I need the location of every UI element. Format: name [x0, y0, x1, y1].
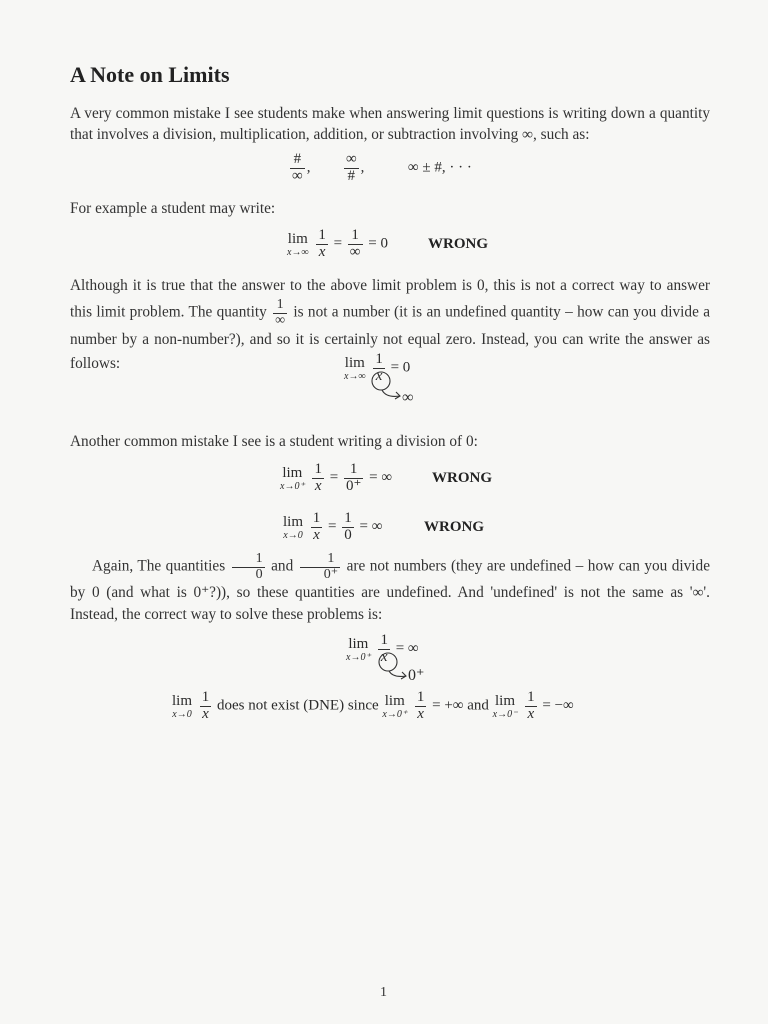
handwritten-circle-arrow-annotation — [362, 368, 442, 408]
wrong-label: WRONG — [424, 519, 484, 535]
handwritten-circle-arrow-annotation — [370, 650, 450, 690]
paragraph-intro: A very common mistake I see students make when answering limit questions is writing down a quantity that involves a division, multiplication, addition, or subtraction involving ∞, such as: — [70, 105, 710, 143]
equation-correct-infinity: lim x→∞ $\frac{1}{x}$ = 0 — [344, 351, 411, 384]
paragraph-example-intro: For example a student may write: — [70, 200, 276, 217]
paragraph-explanation-zero: Again, The quantities $\frac{1}{0}$ and $\frac{1}{0^+}$ are not numbers (they are undefined – how can you divide by 0 (and what is 0⁺?)), so these quantities are undefined. And 'undefined' is not the same as '∞'. Instead, the correct way to solve these problems is: — [70, 551, 710, 624]
page-number: 1 — [380, 985, 387, 1000]
page-title: A Note on Limits — [70, 62, 230, 87]
arrow-label-infinity: ∞ — [402, 389, 414, 406]
arrow-label-zero-plus: 0⁺ — [408, 667, 425, 684]
paragraph-division-zero: Another common mistake I see is a student writing a division of 0: — [70, 433, 478, 450]
infinity-plus-minus-text: ∞ ± #, · · · — [407, 159, 472, 176]
fraction-hash-over-infinity: $\frac{\#}{\infty}$ — [292, 151, 303, 184]
wrong-label: WRONG — [428, 236, 488, 252]
equation-wrong-zero-plus: lim x→0⁺ $\frac{1}{x}$ = $\frac{1}{0^+}$ = ∞ — [280, 461, 393, 494]
fraction-infinity-over-hash: $\frac{\infty}{\#}$ — [345, 151, 357, 184]
equation-dne: lim x→0 $\frac{1}{x}$ does not exist (DNE) since lim x→0⁺ $\frac{1}{x}$ = +∞ and lim x→0⁻ $\frac{1}{x}$ = −∞ — [172, 689, 574, 722]
equation-wrong-infinity: lim x→∞ $\frac{1}{x}$ = $\frac{1}{\infty}$ = 0 — [287, 227, 388, 260]
equation-wrong-zero: lim x→0 $\frac{1}{x}$ = $\frac{1}{0}$ = ∞ — [283, 510, 383, 543]
equation-correct-zero-plus: lim x→0⁺ $\frac{1}{x}$ = ∞ — [346, 632, 419, 665]
paragraph-explanation-infinity: Although it is true that the answer to the above limit problem is 0, this is not a correct way to answer this limit problem. The quantity $\frac{1}{\infty}$ is not a number (it is an undefined quantity – how can you divide a number by a non-number?), and so it is certainly not equal zero. Instead, you can write the answer as follows: — [70, 277, 710, 373]
wrong-label: WRONG — [432, 470, 492, 486]
equation-examples: $\frac{\#}{\infty}$ , $\frac{\infty}{\#}$ , ∞ ± #, · · · — [292, 151, 472, 184]
